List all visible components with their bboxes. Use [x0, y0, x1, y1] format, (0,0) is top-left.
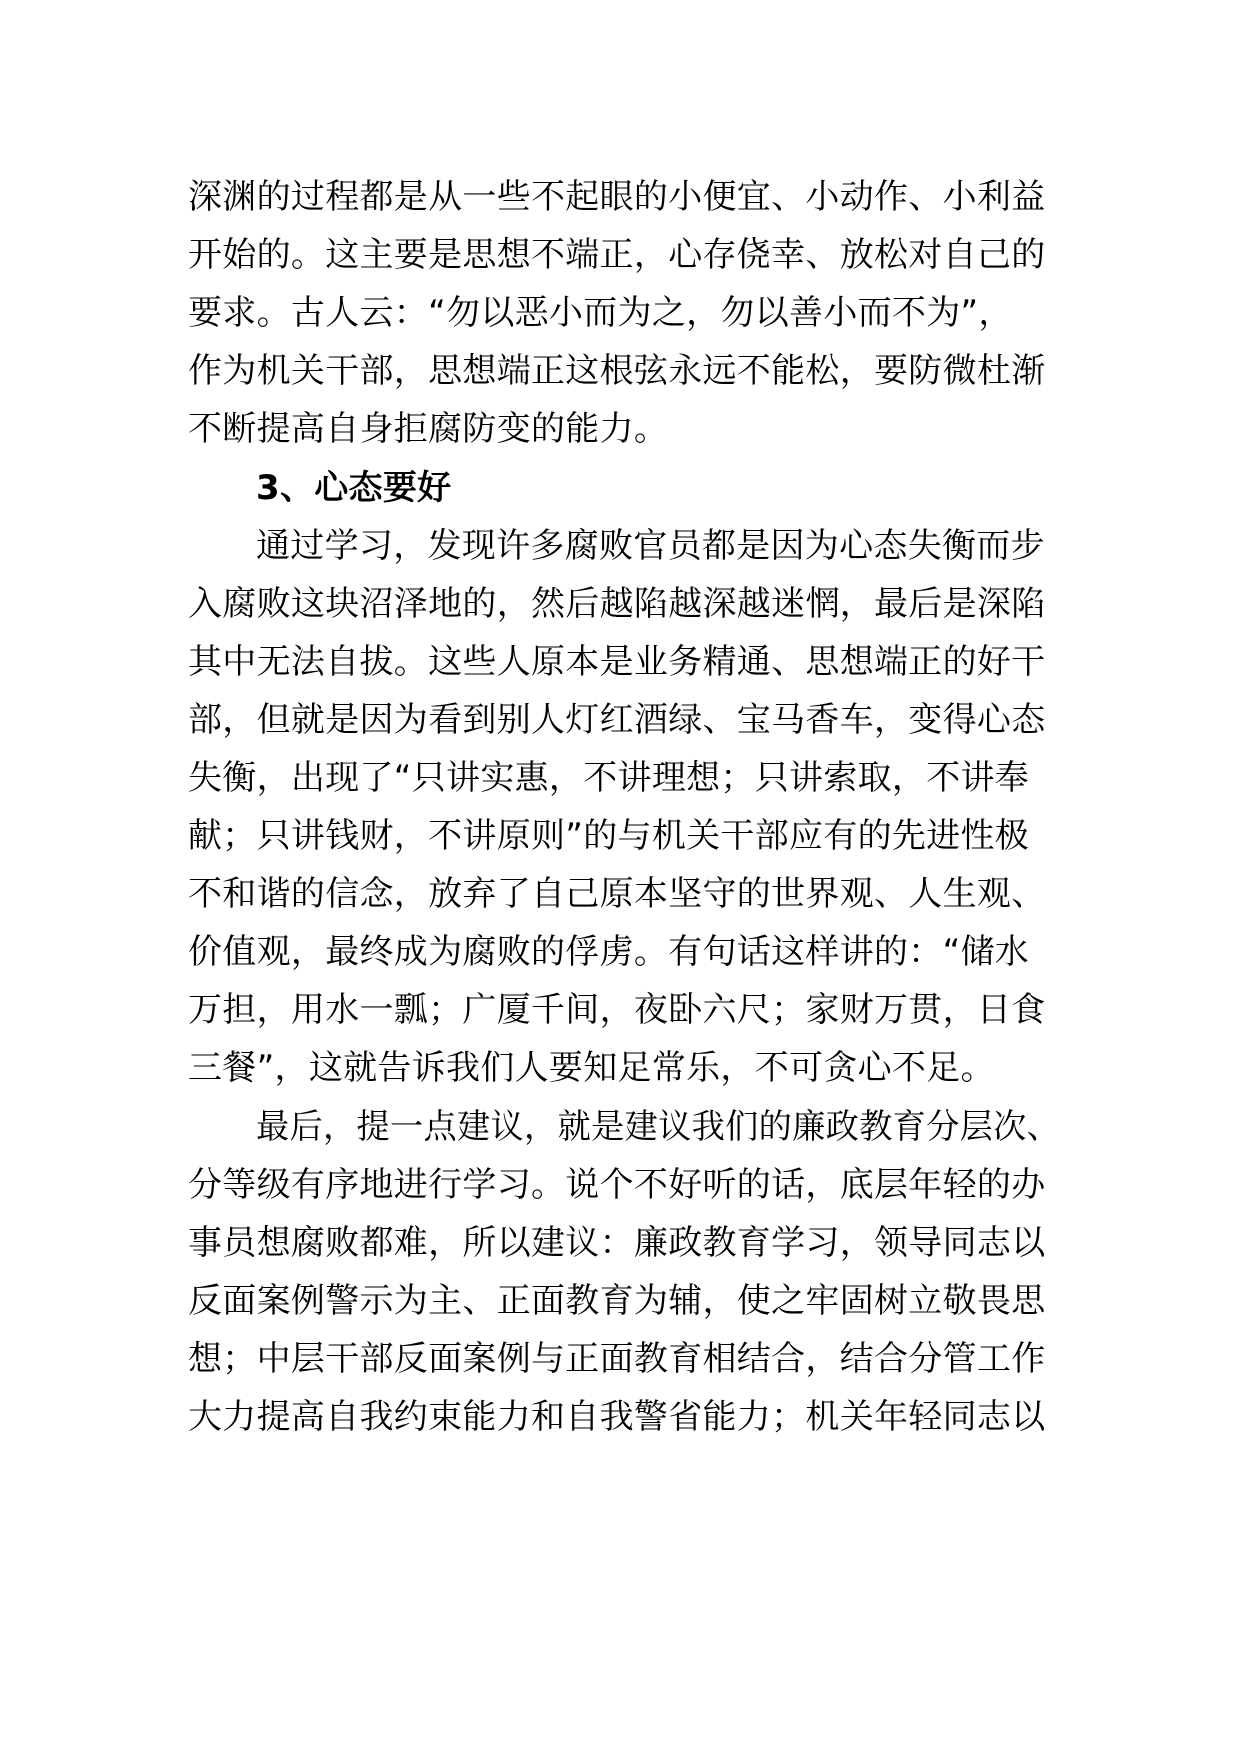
body-text-line: 分等级有序地进行学习。说个不好听的话，底层年轻的办: [188, 1165, 1046, 1205]
body-text-line: 大力提高自我约束能力和自我警省能力；机关年轻同志以: [188, 1397, 1046, 1437]
body-text-line: 作为机关干部，思想端正这根弦永远不能松，要防微杜渐: [188, 351, 1046, 391]
paragraph-first-line: 通过学习，发现许多腐败官员都是因为心态失衡而步: [256, 526, 1045, 566]
paragraph-first-line: 最后，提一点建议，就是建议我们的廉政教育分层次、: [256, 1107, 1061, 1147]
body-text-line: 价值观，最终成为腐败的俘虏。有句话这样讲的：“储水: [188, 932, 1030, 972]
body-text-line: 事员想腐败都难，所以建议：廉政教育学习，领导同志以: [188, 1223, 1046, 1263]
body-text-line: 不断提高自身拒腐防变的能力。: [188, 409, 669, 449]
body-text-line: 不和谐的信念，放弃了自己原本坚守的世界观、人生观、: [188, 874, 1046, 914]
body-text-line: 其中无法自拔。这些人原本是业务精通、思想端正的好干: [188, 642, 1046, 682]
body-text-line: 反面案例警示为主、正面教育为辅，使之牢固树立敬畏思: [188, 1281, 1046, 1321]
body-text-line: 入腐败这块沼泽地的，然后越陷越深越迷惘，最后是深陷: [188, 584, 1046, 624]
body-text-line: 想；中层干部反面案例与正面教育相结合，结合分管工作: [188, 1339, 1046, 1379]
body-text-line: 献；只讲钱财，不讲原则”的与机关干部应有的先进性极: [188, 816, 1030, 856]
body-text-line: 开始的。这主要是思想不端正，心存侥幸、放松对自己的: [188, 235, 1046, 275]
body-text-line: 万担，用水一瓢；广厦千间，夜卧六尺；家财万贯，日食: [188, 990, 1046, 1030]
body-text-line: 部，但就是因为看到别人灯红酒绿、宝马香车，变得心态: [188, 700, 1046, 740]
body-text-line: 失衡，出现了“只讲实惠，不讲理想；只讲索取，不讲奉: [188, 758, 1030, 798]
body-text-line: 三餐”，这就告诉我们人要知足常乐，不可贪心不足。: [188, 1048, 995, 1088]
section-heading: 3、心态要好: [256, 468, 452, 508]
body-text-line: 要求。古人云：“勿以恶小而为之，勿以善小而不为”，: [188, 293, 1013, 333]
body-text-line: 深渊的过程都是从一些不起眼的小便宜、小动作、小利益: [188, 177, 1046, 217]
